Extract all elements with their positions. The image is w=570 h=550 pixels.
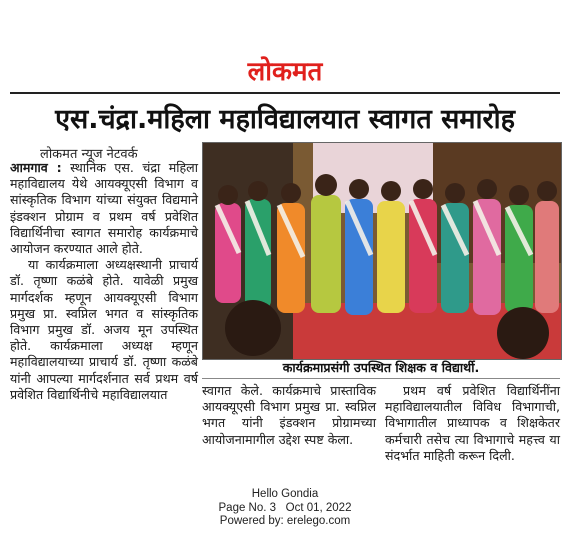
- footer-page-date: Page No. 3 Oct 01, 2022: [218, 501, 352, 514]
- dateline-location: आमगाव :: [10, 160, 62, 175]
- divider: [10, 92, 560, 94]
- footer: [0, 488, 570, 529]
- paragraph-4: प्रथम वर्ष प्रवेशित विद्यार्थिनींना महाविद्यालयातील विविध विभागाची, विभागातील प्राध्यापक व शिक्षकेतर कर्मचारी तसेच त्या विभागाचे महत्त्व या संदर्भात माहिती करून दिली.: [385, 383, 560, 463]
- footer-powered-by: Powered by: erelego.com: [219, 515, 351, 527]
- byline: लोकमत न्यूज नेटवर्क: [40, 147, 138, 162]
- event-photo: [202, 142, 562, 360]
- article-column-1: [10, 160, 198, 403]
- paragraph-3: स्वागत केले. कार्यक्रमाचे प्रास्ताविक आयक्यूएसी विभाग प्रमुख प्रा. स्वप्निल भगत यांनी इंडक्शन प्रोग्रामच्या आयोजनामागील उद्देश स्पष्ट केला.: [202, 383, 376, 447]
- footer-edition: Hello Gondia: [251, 488, 319, 500]
- photo-caption: कार्यक्रमाप्रसंगी उपस्थित शिक्षक व विद्यार्थी.: [202, 358, 560, 379]
- paragraph-2: या कार्यक्रमाला अध्यक्षस्थानी प्राचार्य डॉ. तृष्णा कळंबे होते. यावेळी प्रमुख मार्गदर्शक म्हणून आयक्यूएसी विभाग प्रमुख प्रा. स्वप्निल भगत व सांस्कृतिक विभाग प्रमुख डॉ. अजय मून उपस्थित होते. कार्यक्रमाला अध्यक्ष म्हणून महाविद्यालयाच्या प्राचार्य डॉ. तृष्णा कळंबे यांनी आपल्या मार्गदर्शनात सर्व प्रथम वर्ष प्रवेशित विद्यार्थिनीचे महाविद्यालयात: [10, 257, 198, 402]
- paragraph-1: स्थानिक एस. चंद्रा महिला महाविद्यालय येथे आयक्यूएसी विभाग व सांस्कृतिक विभाग यांच्या संयुक्त विद्यमाने इंडक्शन प्रोग्राम व प्रथम वर्ष प्रवेशित विद्यार्थिनीचा स्वागत समारोह कार्यक्रमाचे आयोजन करण्यात आले होते.: [10, 160, 198, 257]
- headline: एस.चंद्रा.महिला महाविद्यालयात स्वागत समारोह: [55, 104, 515, 135]
- masthead-logo: लोकमत: [247, 57, 323, 87]
